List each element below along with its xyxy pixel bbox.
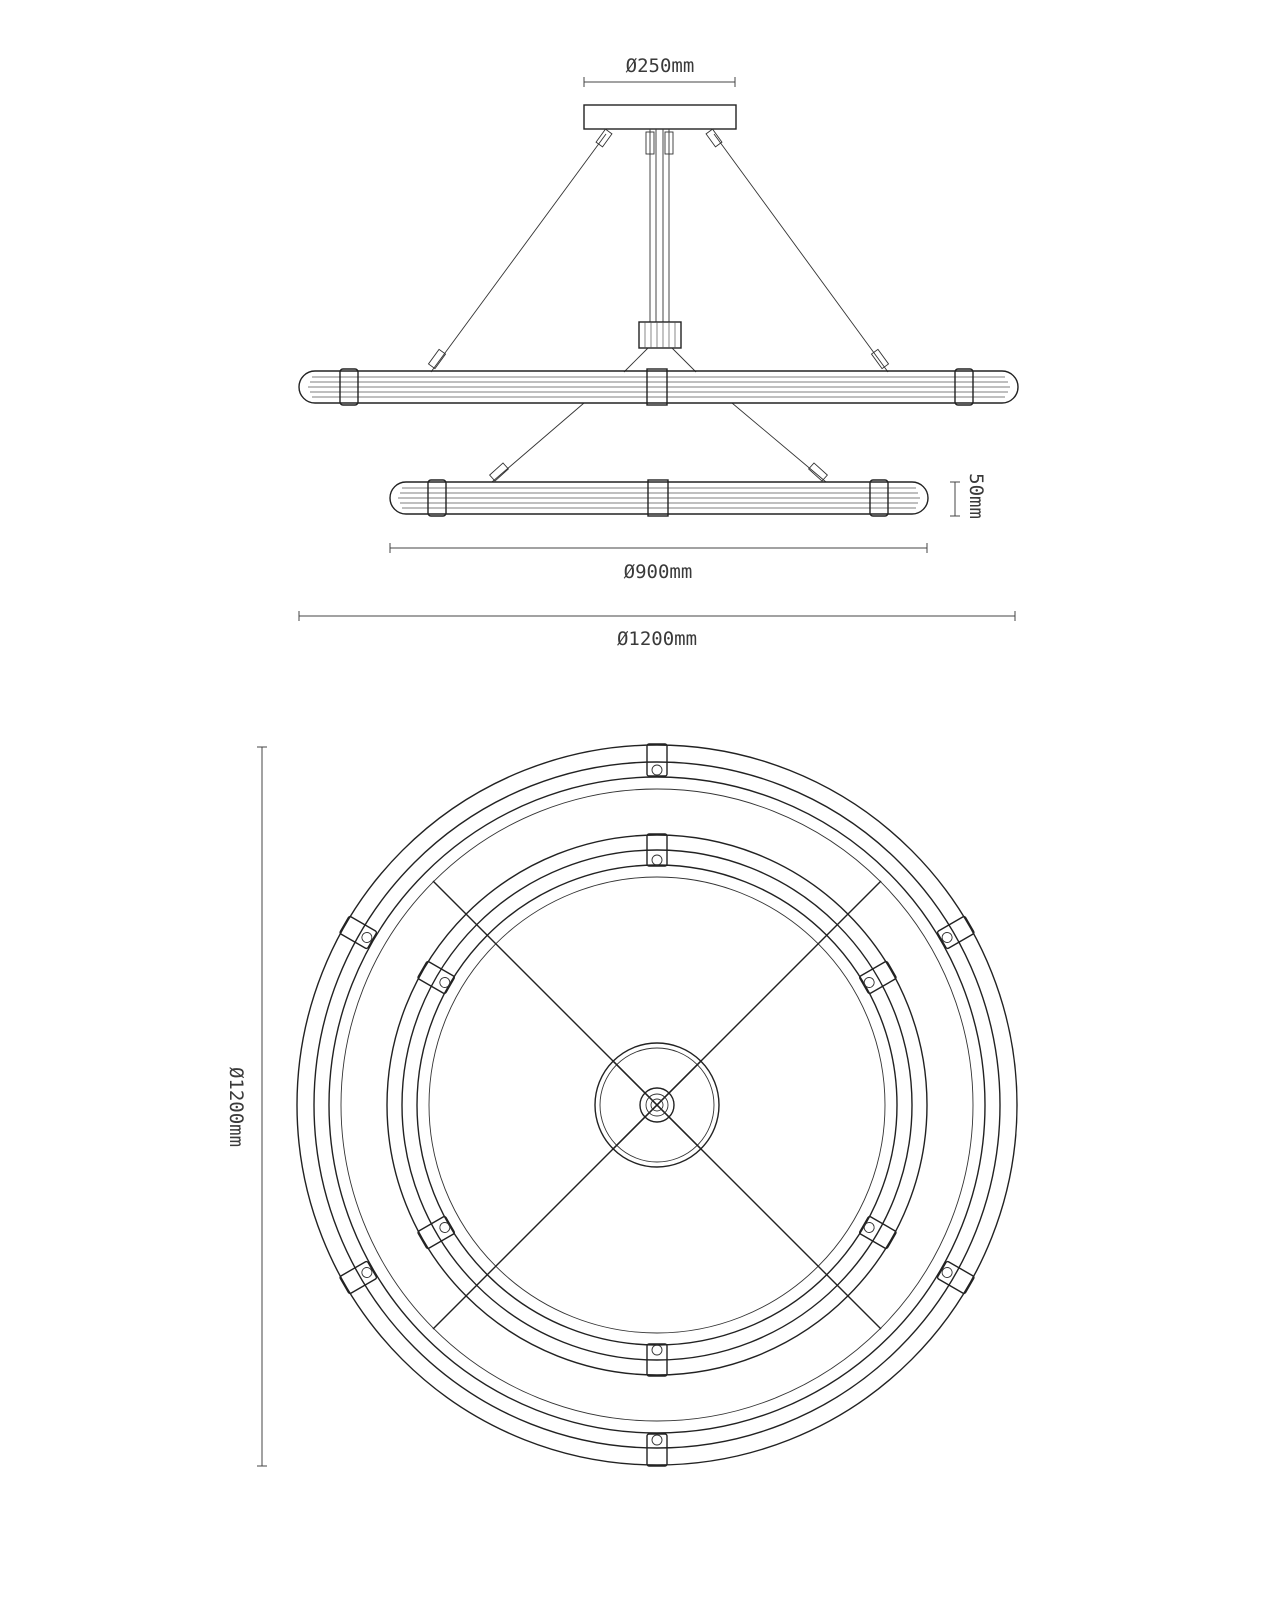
plan-view — [225, 744, 1017, 1466]
elevation-view — [299, 55, 1018, 650]
canopy-dimension — [584, 55, 735, 87]
plan-diameter-label: Ø1200mm — [225, 1066, 247, 1148]
inner-ring-elevation — [390, 480, 928, 516]
outer-diameter-label: Ø1200mm — [616, 628, 698, 650]
canopy-diameter-label: Ø250mm — [625, 55, 695, 77]
outer-diameter-dimension — [299, 611, 1015, 650]
inner-diameter-label: Ø900mm — [623, 561, 693, 583]
suspension-rods — [646, 129, 673, 322]
plan-diameter-dimension — [225, 747, 267, 1466]
ring-height-label: 50mm — [965, 473, 987, 519]
center-canopy-plan — [595, 1043, 719, 1167]
inner-diameter-dimension — [390, 543, 927, 583]
height-dimension — [950, 473, 987, 519]
hub — [624, 322, 696, 372]
canopy — [584, 105, 736, 129]
suspension-cables — [428, 129, 888, 482]
outer-ring-elevation — [299, 369, 1018, 405]
